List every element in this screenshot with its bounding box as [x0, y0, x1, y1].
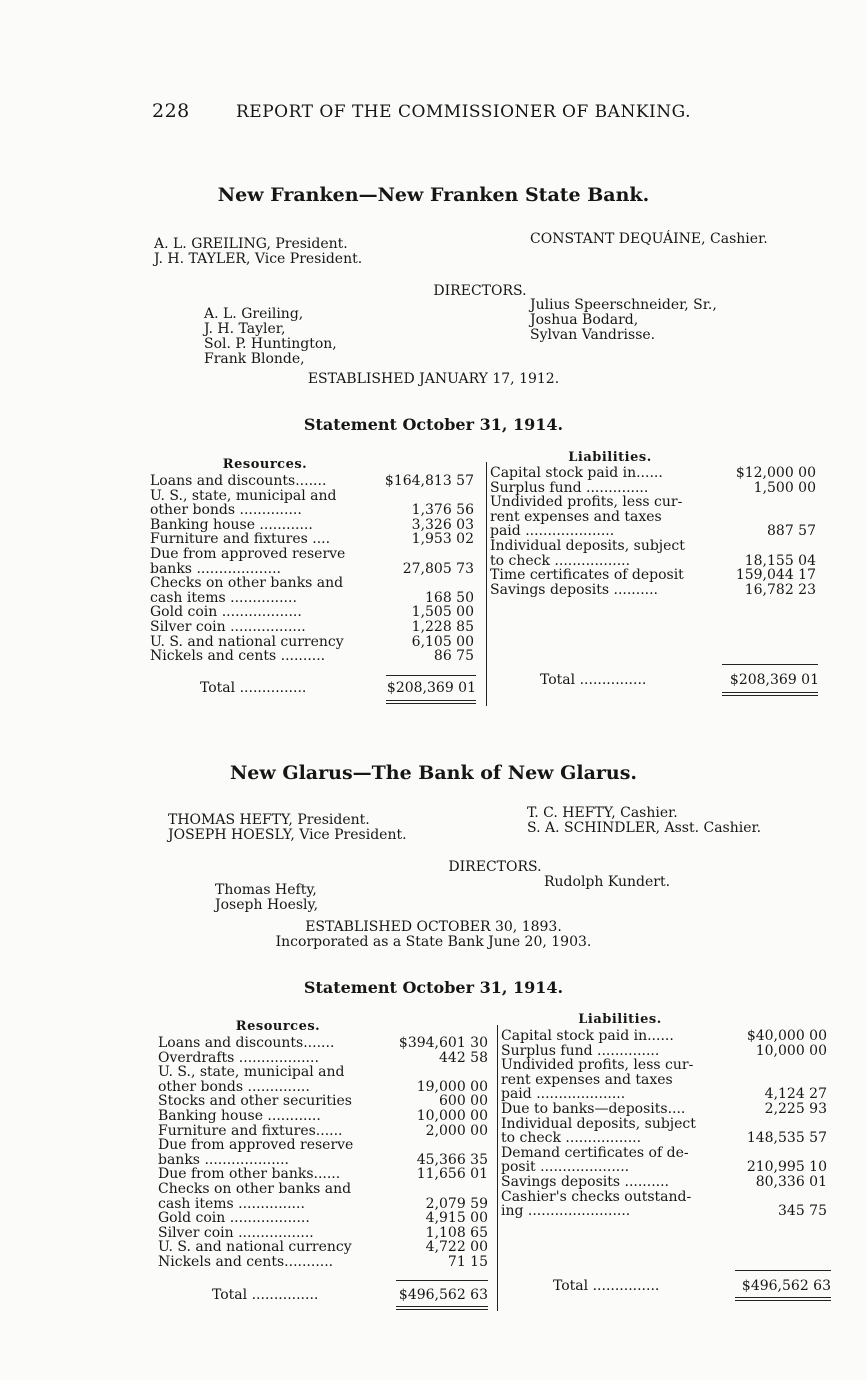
list-item: Nickels and cents .......... 86 75 [150, 648, 474, 665]
list-item: Stocks and other securities 600 00 [158, 1093, 488, 1110]
officer: S. A. SCHINDLER, Asst. Cashier. [527, 820, 762, 836]
list-item: Demand certificates of de- [501, 1144, 689, 1161]
total-rule [396, 1280, 488, 1281]
director: Joseph Hoesly, [215, 897, 319, 913]
list-item: banks ................... 27,805 73 [150, 560, 474, 577]
total-label: Total ............... [540, 672, 647, 688]
officers-right [530, 232, 768, 247]
officers-left [154, 237, 362, 267]
list-item: ing ....................... 345 75 [501, 1203, 827, 1220]
directors-left [215, 883, 318, 913]
list-item: to check ................. 148,535 57 [501, 1130, 827, 1147]
list-item: Capital stock paid in...... $12,000 00 [490, 465, 816, 481]
list-item: Cashier's checks outstand- [501, 1188, 692, 1205]
list-item: Time certificates of deposit 159,044 17 [490, 567, 816, 584]
list-item: Undivided profits, less cur- [490, 494, 683, 511]
bank-title: New Glarus—The Bank of New Glarus. [229, 762, 638, 784]
total-amount: $496,562 63 [741, 1278, 831, 1294]
list-item: cash items ............... 168 50 [150, 589, 474, 606]
list-item: Furniture and fixtures...... 2,000 00 [158, 1122, 488, 1139]
officer: T. C. HEFTY, Cashier. [527, 805, 678, 821]
list-item: Individual deposits, subject [490, 537, 685, 554]
resources-list [150, 474, 474, 664]
resources-heading: Resources. [235, 1019, 321, 1034]
statement-title: Statement October 31, 1914. [303, 978, 564, 997]
list-item: U. S. and national currency 6,105 00 [150, 633, 474, 650]
total-rule [735, 1270, 831, 1271]
officer: CONSTANT DEQUÁINE, Cashier. [530, 231, 768, 247]
list-item: rent expenses and taxes [490, 508, 662, 525]
running-head [152, 100, 691, 122]
list-item: Silver coin ................. 1,108 65 [158, 1224, 488, 1241]
total-label: Total ............... [212, 1287, 319, 1303]
column-divider [497, 1025, 498, 1311]
resources-total-row [200, 680, 476, 698]
page-number: 228 [152, 100, 190, 122]
running-head-title: REPORT OF THE COMMISSIONER OF BANKING. [236, 102, 691, 122]
director: Rudolph Kundert. [544, 874, 671, 890]
directors-heading: DIRECTORS. [433, 283, 527, 299]
list-item: Surplus fund .............. 10,000 00 [501, 1042, 827, 1059]
list-item: banks ................... 45,366 35 [158, 1151, 488, 1168]
total-rule [722, 664, 818, 665]
directors-heading: DIRECTORS. [448, 859, 542, 875]
list-item: Individual deposits, subject [501, 1115, 696, 1132]
double-rule [722, 692, 818, 693]
double-rule [396, 1306, 488, 1307]
double-rule [735, 1300, 831, 1301]
list-item: Savings deposits .......... 80,336 01 [501, 1173, 827, 1190]
list-item: Capital stock paid in...... $40,000 00 [501, 1028, 827, 1044]
list-item: Silver coin ................. 1,228 85 [150, 618, 474, 635]
list-item: Overdrafts .................. 442 58 [158, 1049, 488, 1066]
established-line: ESTABLISHED JANUARY 17, 1912. [307, 371, 560, 387]
double-rule [396, 1309, 488, 1310]
bank-title: New Franken—New Franken State Bank. [217, 184, 650, 206]
total-label: Total ............... [200, 680, 307, 696]
total-rule [386, 675, 476, 676]
list-item: Loans and discounts....... $164,813 57 [150, 473, 474, 489]
officers-left [168, 813, 407, 843]
resources-heading: Resources. [222, 457, 308, 472]
list-item: Due from approved reserve [158, 1137, 354, 1154]
director: Thomas Hefty, [215, 882, 317, 898]
list-item: paid .................... 887 57 [490, 523, 816, 540]
double-rule [386, 703, 476, 704]
list-item: to check ................. 18,155 04 [490, 552, 816, 569]
director: Sol. P. Huntington, [204, 336, 337, 352]
list-item: other bonds .............. 1,376 56 [150, 502, 474, 519]
list-item: cash items ............... 2,079 59 [158, 1195, 488, 1212]
established [0, 920, 867, 950]
list-item: Due to banks—deposits.... 2,225 93 [501, 1100, 827, 1117]
list-item: Surplus fund .............. 1,500 00 [490, 479, 816, 496]
director: Sylvan Vandrisse. [530, 327, 656, 343]
total-amount: $208,369 01 [386, 680, 476, 696]
statement-title: Statement October 31, 1914. [303, 415, 564, 434]
list-item: other bonds .............. 19,000 00 [158, 1078, 488, 1095]
double-rule [722, 695, 818, 696]
total-amount: $496,562 63 [398, 1287, 488, 1303]
total-amount: $208,369 01 [729, 672, 819, 688]
directors-right [530, 298, 717, 343]
list-item: Due from approved reserve [150, 545, 346, 562]
double-rule [735, 1297, 831, 1298]
officer: A. L. GREILING, President. [154, 236, 348, 252]
liabilities-heading: Liabilities. [568, 450, 652, 465]
liabilities-heading: Liabilities. [578, 1012, 662, 1027]
liabilities-total-row [553, 1278, 831, 1296]
list-item: Gold coin .................. 4,915 00 [158, 1210, 488, 1227]
double-rule [386, 700, 476, 701]
list-item: Savings deposits .......... 16,782 23 [490, 581, 816, 598]
list-item: Gold coin .................. 1,505 00 [150, 604, 474, 621]
list-item: Due from other banks...... 11,656 01 [158, 1166, 488, 1183]
list-item: posit .................... 210,995 10 [501, 1159, 827, 1176]
column-divider [486, 462, 487, 706]
list-item: rent expenses and taxes [501, 1071, 673, 1088]
list-item: Banking house ............ 10,000 00 [158, 1107, 488, 1124]
liabilities-total-row [540, 672, 819, 690]
list-item: Undivided profits, less cur- [501, 1057, 694, 1074]
list-item: paid .................... 4,124 27 [501, 1086, 827, 1103]
list-item: Checks on other banks and [150, 575, 344, 592]
officer: J. H. TAYLER, Vice President. [154, 251, 363, 267]
list-item: U. S., state, municipal and [150, 487, 337, 504]
director: A. L. Greiling, [204, 306, 304, 322]
resources-list [158, 1036, 488, 1270]
list-item: Nickels and cents........... 71 15 [158, 1253, 488, 1270]
total-label: Total ............... [553, 1278, 660, 1294]
director: Joshua Bodard, [530, 312, 639, 328]
directors-right [544, 875, 670, 890]
liabilities-list [490, 466, 816, 597]
list-item: Banking house ............ 3,326 03 [150, 516, 474, 533]
established [0, 372, 867, 387]
directors-left [204, 307, 337, 367]
list-item: Checks on other banks and [158, 1180, 352, 1197]
list-item: U. S. and national currency 4,722 00 [158, 1239, 488, 1256]
officers-right [527, 806, 761, 836]
officer: JOSEPH HOESLY, Vice President. [168, 827, 407, 843]
director: Frank Blonde, [204, 351, 305, 367]
list-item: Furniture and fixtures .... 1,953 02 [150, 531, 474, 548]
established-line: Incorporated as a State Bank June 20, 1903. [275, 934, 592, 950]
director: Julius Speerschneider, Sr., [530, 297, 717, 313]
list-item: Loans and discounts....... $394,601 30 [158, 1035, 488, 1051]
established-line: ESTABLISHED OCTOBER 30, 1893. [305, 919, 562, 935]
list-item: U. S., state, municipal and [158, 1064, 345, 1081]
officer: THOMAS HEFTY, President. [168, 812, 370, 828]
liabilities-list [501, 1029, 827, 1219]
resources-total-row [212, 1287, 488, 1305]
director: J. H. Tayler, [204, 321, 286, 337]
